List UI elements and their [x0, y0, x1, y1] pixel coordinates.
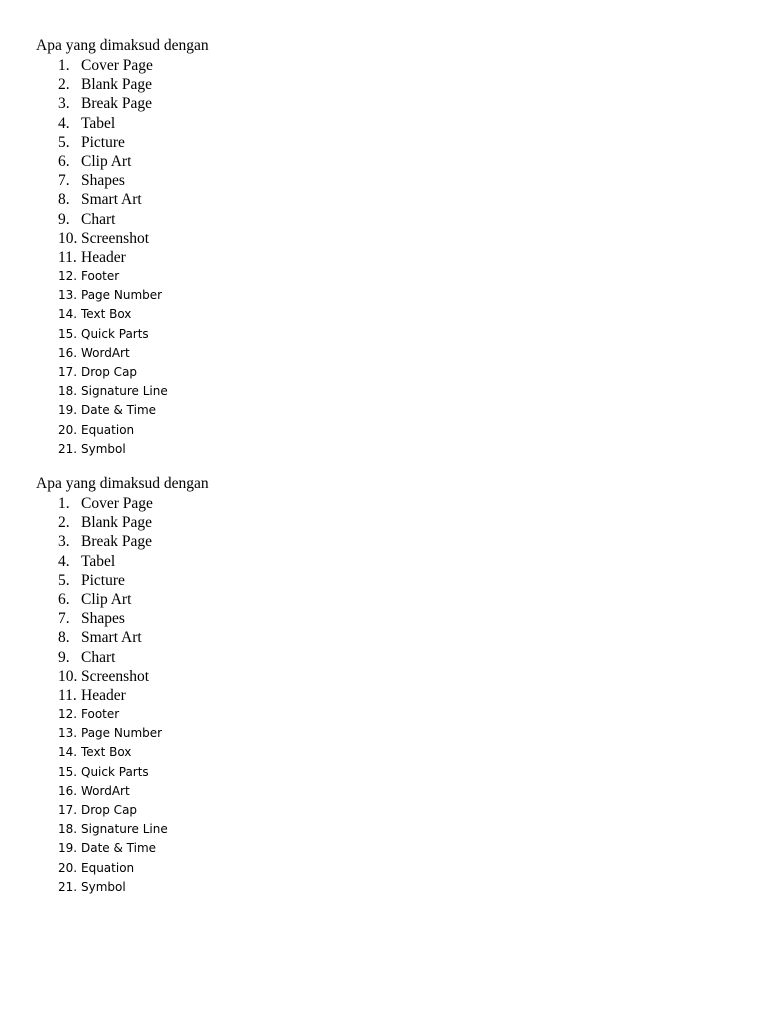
list-item-label: Header	[81, 686, 126, 704]
question-section-2	[36, 473, 736, 897]
list-item-number: 19.	[58, 841, 78, 856]
list-item-label: Signature Line	[81, 822, 168, 837]
list-item	[36, 94, 736, 113]
list-item-number: 21.	[58, 879, 78, 894]
list-item	[36, 248, 736, 267]
list-item-label: Tabel	[81, 114, 116, 132]
list-item	[36, 878, 736, 897]
list-item	[36, 325, 736, 344]
list-item-number: 13.	[58, 726, 78, 741]
list-item-label: Equation	[81, 422, 135, 437]
list-item-label: Cover Page	[81, 495, 153, 512]
list-item	[36, 705, 736, 724]
list-item	[36, 571, 736, 590]
list-item-label: Quick Parts	[81, 764, 149, 779]
list-item-number: 16.	[58, 345, 78, 360]
list-item	[36, 382, 736, 401]
list-item-label: Cover Page	[81, 57, 153, 74]
list-item-number: 9.	[58, 210, 70, 228]
list-item	[36, 421, 736, 440]
list-item-label: Date & Time	[81, 841, 157, 856]
list-item-number: 2.	[58, 514, 70, 532]
list-item-number: 7.	[58, 172, 70, 190]
list-item-number: 14.	[58, 745, 78, 760]
list-item-label: Footer	[81, 707, 120, 722]
list-item-number: 4.	[58, 552, 70, 570]
list-item	[36, 152, 736, 171]
list-item	[36, 267, 736, 286]
list-item-number: 20.	[58, 860, 78, 875]
list-item-number: 1.	[58, 57, 70, 74]
list-item-number: 6.	[58, 590, 70, 608]
list-item	[36, 667, 736, 686]
list-item-label: Chart	[81, 648, 116, 666]
list-item-label: Screenshot	[81, 667, 150, 685]
list-item-number: 5.	[58, 571, 70, 589]
list-item-number: 11.	[58, 686, 77, 704]
list-item-number: 3.	[58, 533, 70, 551]
question-section-1	[36, 35, 736, 459]
list-item-number: 17.	[58, 803, 78, 817]
list-item	[36, 363, 736, 382]
list-item	[36, 628, 736, 647]
list-item-label: Break Page	[81, 533, 153, 551]
list-item-number: 14.	[58, 307, 78, 322]
list-item	[36, 724, 736, 743]
list-item	[36, 344, 736, 363]
list-item-label: Drop Cap	[81, 365, 138, 379]
list-item	[36, 782, 736, 801]
list-item	[36, 133, 736, 152]
list-item	[36, 286, 736, 305]
list-item-number: 9.	[58, 648, 70, 666]
list-item	[36, 171, 736, 190]
list-item-label: Symbol	[81, 879, 126, 894]
list-item	[36, 590, 736, 609]
list-item	[36, 305, 736, 324]
list-item	[36, 114, 736, 133]
list-item-label: Signature Line	[81, 384, 168, 399]
list-item-label: Shapes	[81, 172, 125, 190]
list-item-number: 6.	[58, 152, 70, 170]
list-item-label: WordArt	[81, 783, 130, 798]
list-item-number: 7.	[58, 610, 70, 628]
list-item-number: 5.	[58, 133, 70, 151]
list-item-label: WordArt	[81, 345, 130, 360]
list-item	[36, 440, 736, 459]
list-item	[36, 401, 736, 420]
list-item-number: 17.	[58, 365, 78, 379]
list-item	[36, 648, 736, 667]
list-item-number: 18.	[58, 384, 78, 399]
list-item	[36, 801, 736, 820]
list-item-label: Page Number	[81, 726, 163, 741]
list-item-label: Break Page	[81, 95, 153, 113]
list-item-number: 2.	[58, 76, 70, 94]
list-item-label: Text Box	[81, 745, 132, 760]
list-item-label: Header	[81, 248, 126, 266]
list-item-number: 15.	[58, 764, 78, 779]
list-item-number: 12.	[58, 269, 78, 284]
list-item	[36, 494, 736, 513]
list-item-label: Shapes	[81, 610, 125, 628]
list-item-number: 3.	[58, 95, 70, 113]
list-item	[36, 820, 736, 839]
list-item	[36, 609, 736, 628]
list-item-label: Smart Art	[81, 629, 142, 647]
list-item-number: 19.	[58, 403, 78, 418]
list-item-label: Smart Art	[81, 191, 142, 209]
list-item-label: Equation	[81, 860, 135, 875]
list-item-label: Chart	[81, 210, 116, 228]
list-item-number: 21.	[58, 441, 78, 456]
list-item-label: Screenshot	[81, 229, 150, 247]
list-item-label: Blank Page	[81, 76, 153, 94]
list-item-number: 18.	[58, 822, 78, 837]
list-item	[36, 56, 736, 75]
list-item-label: Clip Art	[81, 152, 132, 170]
list-item	[36, 229, 736, 248]
list-item-label: Date & Time	[81, 403, 157, 418]
list-item	[36, 686, 736, 705]
list-item-number: 11.	[58, 248, 77, 266]
list-item	[36, 75, 736, 94]
numbered-list	[36, 56, 736, 459]
list-item-label: Footer	[81, 269, 120, 284]
list-item-label: Picture	[81, 571, 125, 589]
list-item-label: Text Box	[81, 307, 132, 322]
list-item-label: Picture	[81, 133, 125, 151]
list-item	[36, 532, 736, 551]
list-item-label: Tabel	[81, 552, 116, 570]
list-item	[36, 763, 736, 782]
list-item-label: Page Number	[81, 288, 163, 303]
list-item	[36, 839, 736, 858]
list-item-number: 10.	[58, 229, 78, 247]
list-item-label: Drop Cap	[81, 803, 138, 817]
list-item	[36, 210, 736, 229]
list-item-label: Symbol	[81, 441, 126, 456]
list-item-number: 8.	[58, 629, 70, 647]
list-item-number: 13.	[58, 288, 78, 303]
list-item-number: 12.	[58, 707, 78, 722]
list-item-number: 10.	[58, 667, 78, 685]
list-item-number: 15.	[58, 326, 78, 341]
list-item-number: 1.	[58, 495, 70, 512]
list-item-number: 8.	[58, 191, 70, 209]
list-item-number: 16.	[58, 783, 78, 798]
list-item-label: Clip Art	[81, 590, 132, 608]
list-item	[36, 513, 736, 532]
list-item	[36, 743, 736, 762]
list-item-label: Quick Parts	[81, 326, 149, 341]
numbered-list	[36, 494, 736, 897]
list-item-number: 4.	[58, 114, 70, 132]
section-heading: Apa yang dimaksud dengan	[36, 475, 209, 492]
section-heading: Apa yang dimaksud dengan	[36, 37, 209, 54]
list-item	[36, 552, 736, 571]
list-item-number: 20.	[58, 422, 78, 437]
list-item	[36, 190, 736, 209]
list-item-label: Blank Page	[81, 514, 153, 532]
list-item	[36, 859, 736, 878]
